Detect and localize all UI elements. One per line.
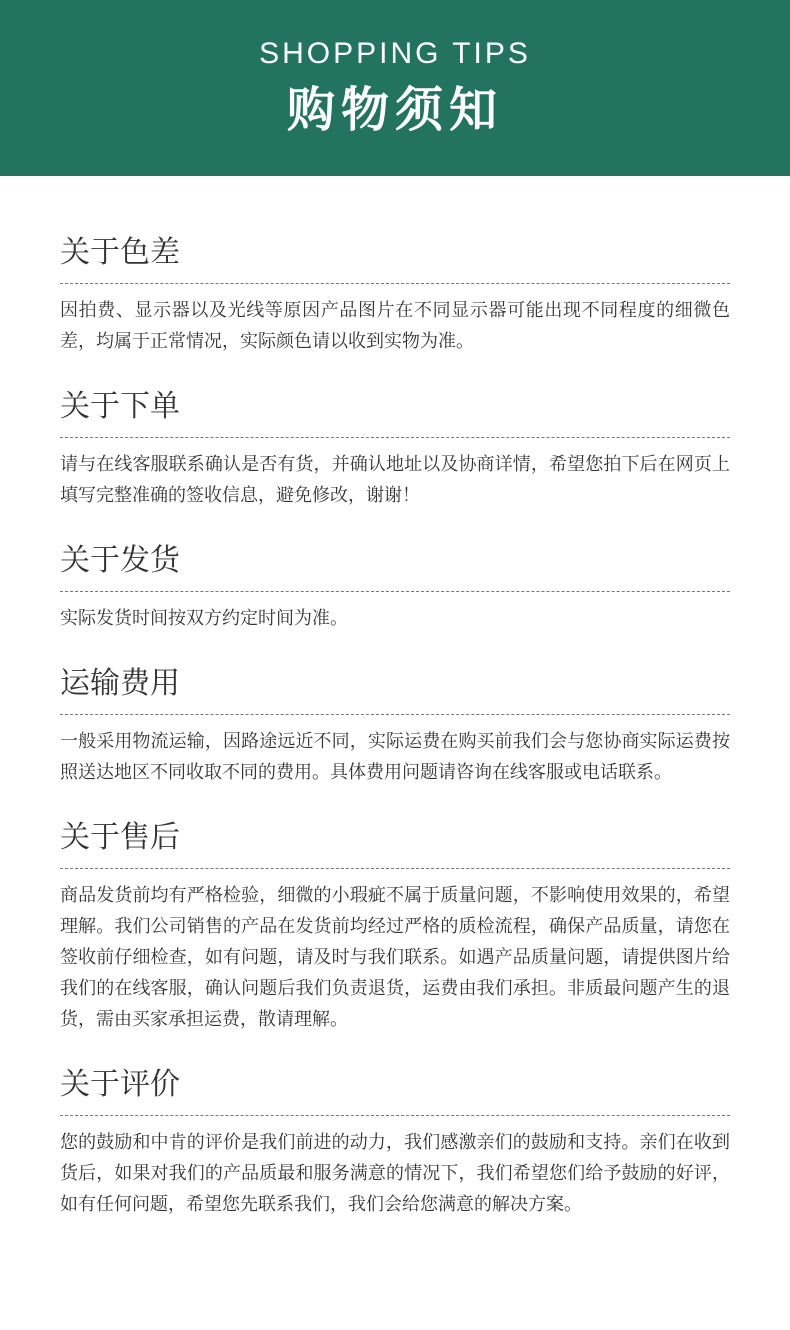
section-title: 关于色差: [60, 233, 730, 284]
section-body: 您的鼓励和中肯的评价是我们前进的动力，我们感激亲们的鼓励和支持。亲们在收到货后，如果对我们的产品质最和服务满意的情况下，我们希望您们给予鼓励的好评，如有任何问题，希望您先联系我们，我们会给您满意的解决方案。: [60, 1132, 730, 1215]
section-ordering: [60, 387, 730, 511]
tips-content: [0, 176, 790, 1220]
header-title-en: SHOPPING TIPS: [259, 37, 531, 70]
section-title: 关于评价: [60, 1065, 730, 1116]
header-title-cn: 购物须知: [286, 82, 503, 138]
section-color-difference: [60, 233, 730, 357]
section-body: 商品发货前均有严格检验，细微的小瑕疵不属于质量问题，不影响使用效果的，希望理解。我们公司销售的产品在发货前均经过严格的质检流程，确保产品质量，请您在签收前仔细检查，如有问题，请及时与我们联系。如遇产品质量问题，请提供图片给我们的在线客服，确认问题后我们负责退货，运费由我们承担。非质最问题产生的退货，需由买家承担运费，散请理解。: [60, 885, 730, 1030]
section-after-sales: [60, 818, 730, 1035]
section-shipping-cost: [60, 664, 730, 788]
section-reviews: [60, 1065, 730, 1220]
section-body: 请与在线客服联系确认是否有货，并确认地址以及协商详情，希望您拍下后在网页上填写完整准确的签收信息，避免修改，谢谢！: [60, 454, 730, 506]
page-header: [0, 0, 790, 176]
section-body: 一般采用物流运输，因路途远近不同，实际运费在购买前我们会与您协商实际运费按照送达地区不同收取不同的费用。具体费用问题请咨询在线客服或电话联系。: [60, 731, 730, 783]
section-title: 关于发货: [60, 541, 730, 592]
section-title: 关于下单: [60, 387, 730, 438]
section-body: 实际发货时间按双方约定时间为准。: [60, 608, 348, 629]
section-title: 关于售后: [60, 818, 730, 869]
section-shipping: [60, 541, 730, 634]
section-body: 因拍费、显示器以及光线等原因产品图片在不同显示器可能出现不同程度的细微色差，均属于正常情况，实际颜色请以收到实物为准。: [60, 300, 730, 352]
section-title: 运输费用: [60, 664, 730, 715]
